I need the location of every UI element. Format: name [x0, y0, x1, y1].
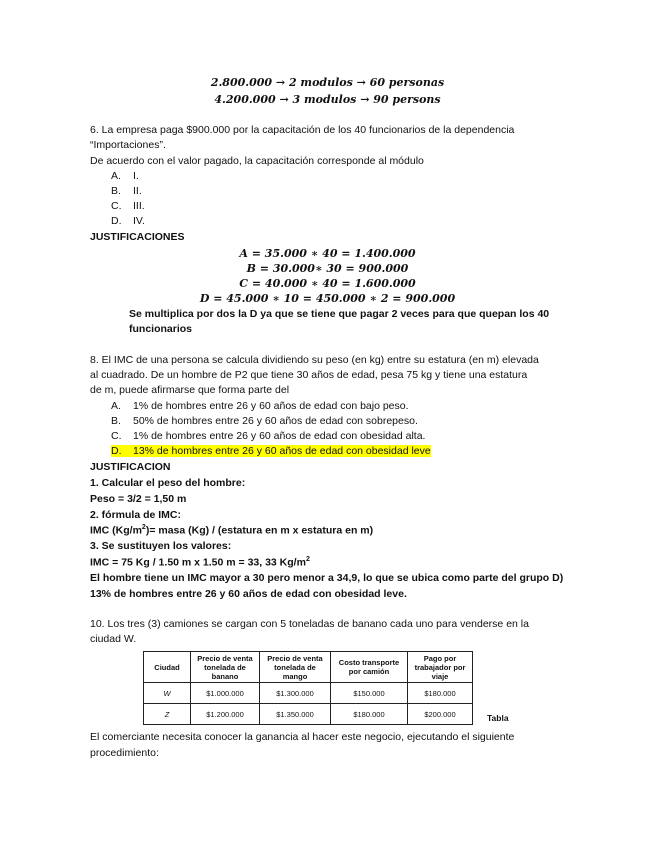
- q8-option-b: [111, 415, 418, 427]
- q6-equation-b: B = 30.000∗ 30 = 900.000: [246, 262, 409, 275]
- q6-justifications-heading: JUSTIFICACIONES: [90, 231, 185, 243]
- q10-after-line-1: El comerciante necesita conocer la ganancia al hacer este negocio, ejecutando el siguiente: [90, 731, 515, 743]
- table-header-cell: Pago por trabajador por viaje: [408, 652, 473, 683]
- q6-option-d: [111, 215, 145, 227]
- table-header-cell: Precio de venta tonelada de mango: [260, 652, 331, 683]
- table-cell: W: [144, 683, 191, 704]
- q6-option-a: [111, 170, 139, 182]
- q8-step-2: 2. fórmula de IMC:: [90, 509, 182, 521]
- q8-stem-line-2: al cuadrado. De un hombre de P2 que tiene 30 años de edad, pesa 75 kg y tiene una estatura: [90, 369, 528, 381]
- table-cell: $1.300.000: [260, 683, 331, 704]
- table-row: [144, 704, 473, 725]
- option-letter: A.: [111, 170, 121, 182]
- option-text: I.: [133, 170, 139, 182]
- option-letter: D.: [111, 445, 122, 457]
- table-cell: $180.000: [408, 683, 473, 704]
- q8-option-a: [111, 400, 409, 412]
- calculation-text: IMC = 75 Kg / 1.50 m x 1.50 m = 33, 33 Kg/m: [90, 556, 306, 569]
- q8-stem-line-3: de m, puede afirmarse que forma parte del: [90, 384, 290, 396]
- formula-part: IMC (Kg/m: [90, 524, 142, 537]
- option-letter: C.: [111, 430, 122, 442]
- table-cell: $1.200.000: [191, 704, 260, 725]
- table-header-cell: Precio de venta tonelada de banano: [191, 652, 260, 683]
- q8-step-1: 1. Calcular el peso del hombre:: [90, 477, 246, 489]
- option-letter: B.: [111, 185, 121, 197]
- price-table: [143, 651, 473, 725]
- option-letter: B.: [111, 415, 121, 427]
- q8-step-3: 3. Se sustituyen los valores:: [90, 540, 232, 552]
- formula-part: )= masa (Kg) / (estatura en m x estatura en m): [145, 524, 374, 537]
- table-cell: $1.350.000: [260, 704, 331, 725]
- q10-stem-line-2: ciudad W.: [90, 633, 137, 645]
- table-header-row: [144, 652, 473, 683]
- q6-equation-c: C = 40.000 ∗ 40 = 1.600.000: [239, 277, 416, 290]
- header-equation-2: 4.200.000 → 3 modulos → 90 persons: [214, 93, 441, 106]
- table-cell: $200.000: [408, 704, 473, 725]
- q8-justification-heading: JUSTIFICACION: [90, 461, 171, 473]
- table-header-cell: Costo transporte por camión: [331, 652, 408, 683]
- table-cell: $1.000.000: [191, 683, 260, 704]
- option-letter: C.: [111, 200, 122, 212]
- option-text: II.: [133, 185, 142, 197]
- q10-stem-line-1: 10. Los tres (3) camiones se cargan con 5 toneladas de banano cada uno para venderse en la: [90, 618, 529, 630]
- superscript: 2: [141, 524, 146, 531]
- q8-option-d-highlighted: [111, 445, 431, 457]
- q6-note-line-1: Se multiplica por dos la D ya que se tiene que pagar 2 veces para que quepan los 40: [129, 308, 550, 320]
- table-header-cell: Ciudad: [144, 652, 191, 683]
- header-equation-1: 2.800.000 → 2 modulos → 60 personas: [210, 76, 445, 89]
- table-cell: Z: [144, 704, 191, 725]
- table-cell: $150.000: [331, 683, 408, 704]
- q6-option-c: [111, 200, 145, 212]
- q8-step-3-calculation: [90, 556, 310, 569]
- q8-step-2-formula: [90, 524, 373, 537]
- q10-after-line-2: procedimiento:: [90, 747, 159, 759]
- option-text: 13% de hombres entre 26 y 60 años de edad con obesidad leve: [133, 445, 431, 457]
- q6-equation-d: D = 45.000 ∗ 10 = 450.000 ∗ 2 = 900.000: [199, 292, 456, 305]
- option-text: 1% de hombres entre 26 y 60 años de edad con bajo peso.: [133, 400, 409, 412]
- table-caption: Tabla: [487, 713, 509, 723]
- table-cell: $180.000: [331, 704, 408, 725]
- q8-step-1-value: Peso = 3/2 = 1,50 m: [90, 493, 187, 505]
- q8-option-c: [111, 430, 425, 442]
- q6-stem-line-1: 6. La empresa paga $900.000 por la capacitación de los 40 funcionarios de la dependencia: [90, 124, 515, 136]
- option-text: 1% de hombres entre 26 y 60 años de edad con obesidad alta.: [133, 430, 426, 442]
- q6-stem-line-3: De acuerdo con el valor pagado, la capacitación corresponde al módulo: [90, 155, 424, 167]
- q6-note-line-2: funcionarios: [129, 323, 193, 335]
- option-letter: D.: [111, 215, 122, 227]
- q8-stem-line-1: 8. El IMC de una persona se calcula dividiendo su peso (en kg) entre su estatura (en m) elevada: [90, 354, 539, 366]
- superscript: 2: [305, 556, 310, 563]
- option-letter: A.: [111, 400, 121, 412]
- option-text: III.: [133, 200, 145, 212]
- q8-conclusion-line-2: 13% de hombres entre 26 y 60 años de edad con obesidad leve.: [90, 588, 407, 600]
- q6-stem-line-2: “Importaciones”.: [90, 139, 166, 151]
- q6-equation-a: A = 35.000 ∗ 40 = 1.400.000: [239, 247, 416, 260]
- option-text: 50% de hombres entre 26 y 60 años de edad con sobrepeso.: [133, 415, 418, 427]
- q8-conclusion-line-1: El hombre tiene un IMC mayor a 30 pero menor a 34,9, lo que se ubica como parte del grupo D): [90, 572, 564, 584]
- table-row: [144, 683, 473, 704]
- q6-option-b: [111, 185, 142, 197]
- option-text: IV.: [133, 215, 145, 227]
